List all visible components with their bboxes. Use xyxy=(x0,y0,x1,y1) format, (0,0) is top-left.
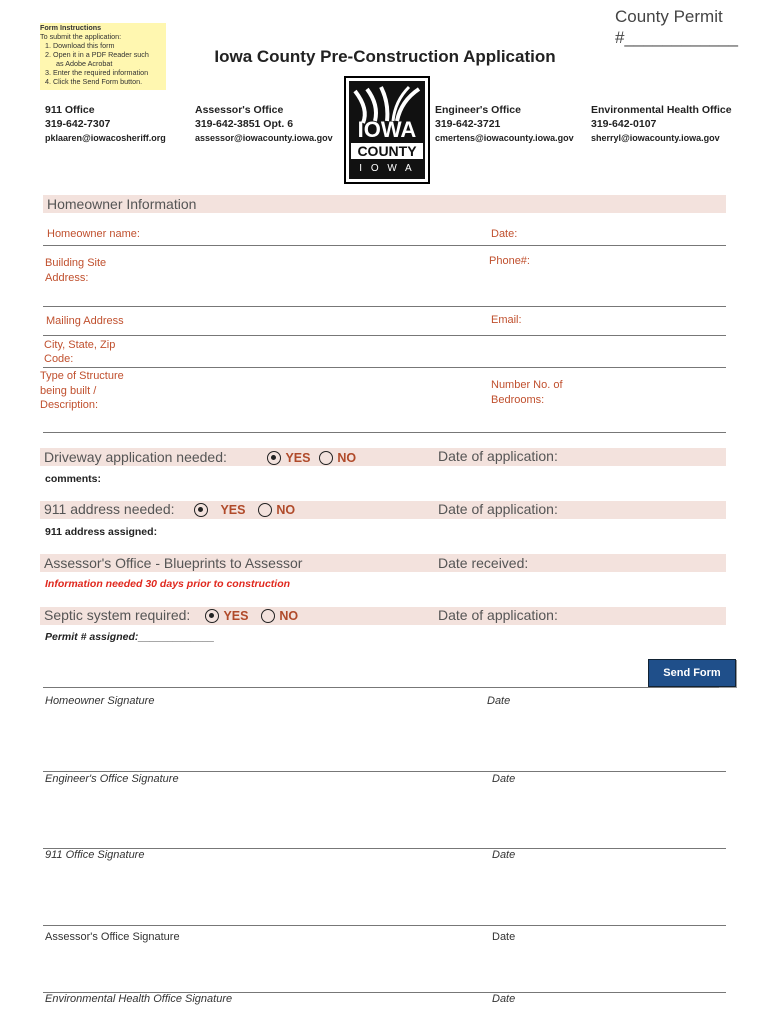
structure-label-1: Type of Structure xyxy=(40,370,124,382)
instructions-line: To submit the application: xyxy=(40,32,122,41)
divider xyxy=(43,306,726,307)
office-phone: 319-642-7307 xyxy=(45,118,111,130)
divider xyxy=(43,335,726,336)
instructions-line: 3. Enter the required information xyxy=(45,68,149,77)
signature-line xyxy=(43,848,726,849)
septic-date-field[interactable] xyxy=(580,607,725,625)
office-name: Engineer's Office xyxy=(435,104,521,116)
driveway-date-label: Date of application: xyxy=(438,448,558,464)
logo-text-iowa: IOWA xyxy=(357,117,417,142)
office-email: assessor@iowacounty.iowa.gov xyxy=(195,133,333,143)
septic-label: Septic system required: xyxy=(44,607,191,623)
address911-no-radio[interactable] xyxy=(258,503,272,517)
address911-date-label: Date of application: xyxy=(438,501,558,517)
office-name: Environmental Health Office xyxy=(591,104,732,116)
phone-label: Phone#: xyxy=(489,255,530,267)
bedrooms-label-1: Number No. of xyxy=(491,379,563,391)
address911-yes-label: YES xyxy=(220,502,246,517)
phone-field[interactable] xyxy=(535,250,725,270)
office-phone: 319-642-0107 xyxy=(591,118,657,130)
divider xyxy=(43,367,726,368)
address911-date-field[interactable] xyxy=(580,501,725,519)
structure-label-3: Description: xyxy=(40,399,99,411)
office-name: 911 Office xyxy=(45,104,95,116)
homeowner-signature-date: Date xyxy=(487,695,511,707)
mailing-address-label: Mailing Address xyxy=(46,315,124,327)
signature-line xyxy=(43,925,726,926)
office-environmental-health xyxy=(591,103,732,145)
homeowner-section-band xyxy=(43,195,726,213)
date-label: Date: xyxy=(491,228,518,240)
office-phone: 319-642-3851 Opt. 6 xyxy=(195,118,294,130)
bedrooms-field[interactable] xyxy=(570,385,725,409)
county-permit-label: County Permit xyxy=(615,7,723,26)
address911-yes-radio[interactable] xyxy=(194,503,208,517)
logo-text-state: I O W A xyxy=(359,163,415,174)
driveway-label: Driveway application needed: xyxy=(44,449,227,465)
address911-assigned-label: 911 address assigned: xyxy=(45,526,158,538)
driveway-no-radio[interactable] xyxy=(319,451,333,465)
signature-line xyxy=(43,687,719,688)
county-permit-number: #____________ xyxy=(615,28,738,47)
engineer-signature-label: Engineer's Office Signature xyxy=(45,773,179,785)
building-site-label-2: Address: xyxy=(45,272,89,284)
septic-no-label: NO xyxy=(279,608,299,623)
bedrooms-label-2: Bedrooms: xyxy=(491,393,545,406)
homeowner-signature-label: Homeowner Signature xyxy=(45,695,155,707)
instructions-line: 2. Open it in a PDF Reader such xyxy=(45,50,149,59)
city-label-2: Code: xyxy=(44,353,74,365)
instructions-line: as Adobe Acrobat xyxy=(56,59,113,68)
office-email: cmertens@iowacounty.iowa.gov xyxy=(435,133,574,143)
office-phone: 319-642-3721 xyxy=(435,118,501,130)
environmental-health-signature-date: Date xyxy=(492,993,516,1005)
form-instructions xyxy=(40,23,166,90)
engineer-signature-field[interactable] xyxy=(43,712,726,768)
septic-yes-radio[interactable] xyxy=(205,609,219,623)
assessor-date-label: Date received: xyxy=(438,555,529,571)
homeowner-name-label: Homeowner name: xyxy=(47,228,140,240)
driveway-radio-group xyxy=(267,449,356,467)
divider xyxy=(43,432,726,433)
septic-no-radio[interactable] xyxy=(261,609,275,623)
instructions-line: 4. Click the Send Form button. xyxy=(45,77,143,86)
divider xyxy=(43,245,726,246)
homeowner-heading: Homeowner Information xyxy=(47,196,197,212)
address911-no-label: NO xyxy=(276,502,296,517)
office-engineer xyxy=(435,103,574,145)
logo-text-county: COUNTY xyxy=(351,143,423,159)
address911-radio-group xyxy=(194,501,295,519)
driveway-date-field[interactable] xyxy=(580,448,725,466)
iowa-county-logo xyxy=(344,76,430,184)
homeowner-name-field[interactable] xyxy=(155,222,485,242)
driveway-no-label: NO xyxy=(337,450,357,465)
signature-line xyxy=(43,771,726,772)
email-field[interactable] xyxy=(530,309,725,329)
city-label-1: City, State, Zip xyxy=(44,339,116,351)
septic-yes-label: YES xyxy=(223,608,249,623)
office-assessor xyxy=(195,103,333,145)
address911-label: 911 address needed: xyxy=(44,501,175,517)
address911-assigned-field[interactable] xyxy=(170,522,725,542)
county-permit xyxy=(615,6,745,48)
office-email: pklaaren@iowacosheriff.org xyxy=(45,133,166,143)
assessor-signature-date: Date xyxy=(492,931,516,943)
septic-date-label: Date of application: xyxy=(438,607,558,623)
structure-label-2: being built / xyxy=(40,384,97,397)
office-email: sherryl@iowacounty.iowa.gov xyxy=(591,133,720,143)
office-name: Assessor's Office xyxy=(195,104,284,116)
assessor-label: Assessor's Office - Blueprints to Assessor xyxy=(44,555,303,571)
septic-radio-group xyxy=(205,607,298,625)
building-site-label-1: Building Site xyxy=(45,257,107,269)
instructions-line: 1. Download this form xyxy=(45,41,115,50)
city-state-zip-field[interactable] xyxy=(130,340,725,364)
911-signature-date: Date xyxy=(492,849,516,861)
assessor-date-field[interactable] xyxy=(545,554,725,572)
driveway-yes-radio[interactable] xyxy=(267,451,281,465)
office-911 xyxy=(45,103,166,145)
structure-type-label xyxy=(40,369,124,413)
page-title: Iowa County Pre-Construction Application xyxy=(214,47,556,66)
email-label: Email: xyxy=(491,314,522,326)
driveway-comments-field[interactable] xyxy=(110,469,725,489)
date-field[interactable] xyxy=(525,222,725,242)
building-site-label xyxy=(45,256,106,286)
city-state-zip-label xyxy=(44,338,115,366)
send-form-button[interactable]: Send Form xyxy=(648,659,736,687)
assessor-note: Information needed 30 days prior to construction xyxy=(45,578,291,590)
mailing-address-field[interactable] xyxy=(140,310,480,330)
bedrooms-label xyxy=(491,378,563,407)
911-signature-label: 911 Office Signature xyxy=(45,849,145,861)
septic-permit-assigned: Permit # assigned:_____________ xyxy=(45,631,215,643)
assessor-signature-label: Assessor's Office Signature xyxy=(45,931,180,943)
engineer-signature-date: Date xyxy=(492,773,516,785)
driveway-yes-label: YES xyxy=(285,450,311,465)
driveway-comments-label: comments: xyxy=(45,473,102,485)
instructions-title: Form Instructions xyxy=(40,23,102,32)
building-site-field[interactable] xyxy=(120,252,480,302)
structure-description-field[interactable] xyxy=(140,372,480,428)
environmental-health-signature-label: Environmental Health Office Signature xyxy=(45,993,233,1005)
